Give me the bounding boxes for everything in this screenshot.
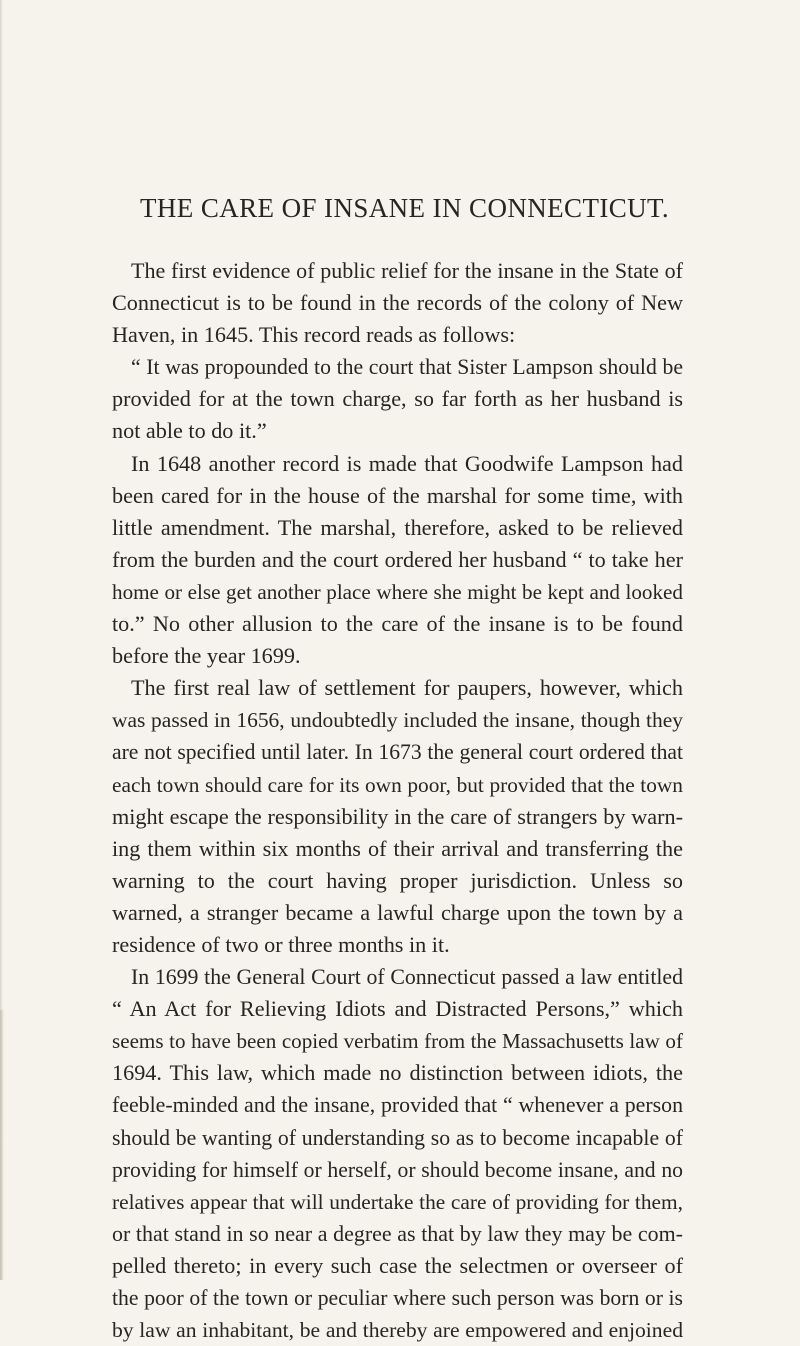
page-title: THE CARE OF INSANE IN CONNECTICUT. [140, 193, 670, 223]
text-line: been cared for in the house of the marshal for some time, with [112, 482, 683, 508]
text-line: providing for himself or herself, or should become insane, and no [112, 1157, 683, 1182]
text-line: “ An Act for Relieving Idiots and Distracted Persons,” which [112, 996, 683, 1022]
text-line: the poor of the town or peculiar where such person was born or is [112, 1286, 683, 1310]
text-line: relatives appear that will undertake the care of providing for them, [112, 1189, 683, 1214]
text-line: was passed in 1656, undoubtedly included the insane, though they [112, 708, 683, 733]
text-line: to.” No other allusion to the care of the insane is to be found [112, 611, 683, 637]
text-line: home or else get another place where she might be kept and looked [112, 579, 683, 604]
text-line: warning to the court having proper jurisdiction. Unless so [112, 867, 683, 893]
text-line: residence of two or three months in it. [112, 931, 450, 957]
text-line: feeble-minded and the insane, provided that “ whenever a person [112, 1093, 683, 1118]
text-line: “ It was propounded to the court that Sister Lampson should be [131, 355, 683, 380]
text-line: Haven, in 1645. This record reads as follows: [112, 322, 516, 348]
text-line: from the burden and the court ordered her husband “ to take her [112, 546, 683, 572]
text-line: each town should care for its own poor, but provided that the town [112, 772, 683, 797]
text-line: pelled thereto; in every such case the selectmen or overseer of [112, 1252, 683, 1278]
text-line: by law an inhabitant, be and thereby are empowered and enjoined [112, 1318, 683, 1343]
text-line: The first evidence of public relief for the insane in the State of [131, 258, 683, 283]
text-line: might escape the responsibility in the care of strangers by warn- [112, 803, 683, 829]
text-line: 1694. This law, which made no distinction between idiots, the [112, 1060, 683, 1086]
text-line: The first real law of settlement for paupers, however, which [131, 675, 683, 701]
text-line: are not specified until later. In 1673 the general court ordered that [112, 740, 683, 765]
text-line: warned, a stranger became a lawful charge upon the town by a [112, 899, 683, 925]
text-line: In 1648 another record is made that Goodwife Lampson had [131, 450, 683, 476]
text-line: In 1699 the General Court of Connecticut passed a law entitled [131, 965, 683, 990]
text-line: Connecticut is to be found in the records of the colony of New [112, 290, 683, 316]
text-line: ing them within six months of their arrival and transferring the [112, 835, 683, 861]
text-line: not able to do it.” [112, 418, 267, 444]
text-line: before the year 1699. [112, 643, 301, 669]
text-line: seems to have been copied verbatim from the Massachusetts law of [112, 1029, 683, 1054]
page-fold-shadow [0, 1010, 4, 1280]
text-line: provided for at the town charge, so far forth as her husband is [112, 386, 683, 412]
body-text [112, 255, 683, 1346]
text-line: or that stand in so near a degree as that by law they may be com- [112, 1220, 683, 1246]
text-line: little amendment. The marshal, therefore, asked to be relieved [112, 514, 683, 540]
text-line: should be wanting of understanding so as to become incapable of [112, 1125, 683, 1150]
